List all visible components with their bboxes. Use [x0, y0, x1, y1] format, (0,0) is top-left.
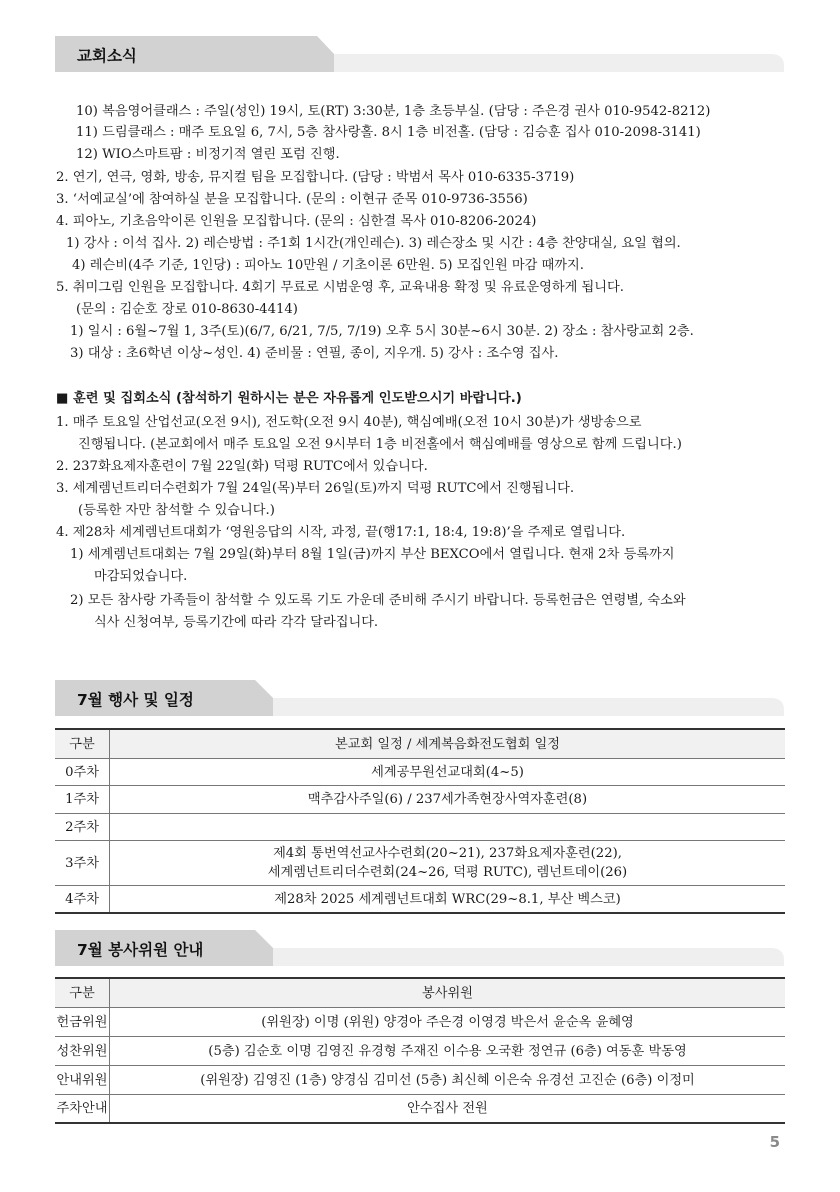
volunteer-names: (위원장) 이명 (위원) 양경아 주은경 이영경 박은서 윤순옥 윤혜영 — [110, 1008, 786, 1037]
header-cell: 구분 — [55, 978, 110, 1008]
table-row — [55, 814, 785, 841]
table-row — [55, 886, 785, 914]
header-cell: 구분 — [55, 729, 110, 759]
training-line: (등록한 자만 참석할 수 있습니다.) — [78, 503, 275, 518]
news-line: 3. ‘서예교실’에 참여하실 분을 모집합니다. (문의 : 이현규 준목 010-9736-3556) — [56, 192, 528, 207]
section-title-church-news: 교회소식 — [77, 47, 137, 65]
table-row — [55, 1095, 785, 1124]
section-header-schedule — [55, 680, 784, 716]
section-header-volunteers — [55, 930, 784, 966]
training-line: 1. 매주 토요일 산업선교(오전 9시), 전도학(오전 9시 40분), 핵심예배(오전 10시 30분)가 생방송으로 — [56, 415, 642, 430]
header-cell: 본교회 일정 / 세계복음화전도협회 일정 — [110, 729, 786, 759]
table-row — [55, 759, 785, 786]
week-label: 4주차 — [55, 886, 110, 914]
news-line: 3) 대상 : 초6학년 이상~성인. 4) 준비물 : 연필, 종이, 지우개. 5) 강사 : 조수영 집사. — [70, 346, 559, 361]
news-line: 11) 드림클래스 : 매주 토요일 6, 7시, 5층 참사랑홀. 8시 1층 비전홀. (담당 : 김승훈 집사 010-2098-3141) — [76, 125, 701, 140]
news-line: 10) 복음영어클래스 : 주일(성인) 19시, 토(RT) 3:30분, 1층 초등부실. (담당 : 주은경 권사 010-9542-8212) — [76, 104, 711, 119]
training-line: 1) 세계렘넌트대회는 7월 29일(화)부터 8월 1일(금)까지 부산 BEXCO에서 열립니다. 현재 2차 등록까지 — [70, 547, 675, 562]
section-header-bg — [55, 36, 784, 72]
news-line: 2. 연기, 연극, 영화, 방송, 뮤지컬 팀을 모집합니다. (담당 : 박범서 목사 010-6335-3719) — [56, 170, 575, 185]
week-label: 2주차 — [55, 814, 110, 841]
volunteers-table — [55, 977, 785, 1124]
news-line: (문의 : 김순호 장로 010-8630-4414) — [76, 302, 298, 317]
header-cell: 봉사위원 — [110, 978, 786, 1008]
schedule-text: 맥추감사주일(6) / 237세가족현장사역자훈련(8) — [110, 786, 786, 814]
training-line: 2. 237화요제자훈련이 7월 22일(화) 덕평 RUTC에서 있습니다. — [56, 459, 428, 474]
section-title-volunteers: 7월 봉사위원 안내 — [77, 941, 204, 959]
schedule-text-line: 세계렘넌트리더수련회(24~26, 덕평 RUTC), 렘넌트데이(26) — [267, 865, 628, 880]
role-label: 안내위원 — [55, 1066, 110, 1095]
role-label: 헌금위원 — [55, 1008, 110, 1037]
training-line: 마감되었습니다. — [94, 569, 188, 584]
schedule-text — [110, 814, 786, 841]
news-line: 4) 레슨비(4주 기준, 1인당) : 피아노 10만원 / 기초이론 6만원. 5) 모집인원 마감 때까지. — [72, 258, 584, 273]
schedule-text — [110, 841, 786, 886]
page-number: 5 — [769, 1133, 780, 1151]
training-line: 2) 모든 참사랑 가족들이 참석할 수 있도록 기도 가운데 준비해 주시기 바랍니다. 등록헌금은 연령별, 숙소와 — [70, 593, 686, 608]
news-line: 5. 취미그림 인원을 모집합니다. 4회기 무료로 시범운영 후, 교육내용 확정 및 유료운영하게 됩니다. — [56, 280, 624, 295]
training-line: 4. 제28차 세계렘넌트대회가 ‘영원응답의 시작, 과정, 끝(행17:1, 18:4, 19:8)’을 주제로 열립니다. — [56, 525, 626, 540]
news-line: 12) WIO스마트팜 : 비정기적 열린 포럼 진행. — [76, 147, 340, 162]
table-row — [55, 1037, 785, 1066]
section-header-church-news — [55, 36, 784, 72]
week-label: 3주차 — [55, 841, 110, 886]
news-line: 4. 피아노, 기초음악이론 인원을 모집합니다. (문의 : 심한결 목사 010-8206-2024) — [56, 214, 537, 229]
volunteer-names: (5층) 김순호 이명 김영진 유경형 주재진 이수용 오국환 정연규 (6층) 여동훈 박동영 — [110, 1037, 786, 1066]
section-title-schedule: 7월 행사 및 일정 — [77, 691, 194, 709]
volunteer-names: (위원장) 김영진 (1층) 양경심 김미선 (5층) 최신혜 이은숙 유경선 고진순 (6층) 이정미 — [110, 1066, 786, 1095]
role-label: 주차안내 — [55, 1095, 110, 1124]
training-heading: ■ 훈련 및 집회소식 (참석하기 원하시는 분은 자유롭게 인도받으시기 바랍니다.) — [56, 391, 522, 406]
table-header-row — [55, 729, 785, 759]
schedule-table — [55, 728, 785, 914]
training-line: 식사 신청여부, 등록기간에 따라 각각 달라집니다. — [94, 615, 379, 630]
schedule-text: 세계공무원선교대회(4~5) — [110, 759, 786, 786]
news-line: 1) 강사 : 이석 집사. 2) 레슨방법 : 주1회 1시간(개인레슨). 3) 레슨장소 및 시간 : 4층 찬양대실, 요일 협의. — [66, 236, 681, 251]
table-row — [55, 1008, 785, 1037]
table-header-row — [55, 978, 785, 1008]
schedule-text: 제28차 2025 세계렘넌트대회 WRC(29~8.1, 부산 벡스코) — [110, 886, 786, 914]
news-line: 1) 일시 : 6월~7월 1, 3주(토)(6/7, 6/21, 7/5, 7/19) 오후 5시 30분~6시 30분. 2) 장소 : 참사랑교회 2층. — [70, 324, 694, 339]
schedule-text-line: 제4회 통번역선교사수련회(20~21), 237화요제자훈련(22), — [273, 846, 622, 861]
training-line: 3. 세계렘넌트리더수련회가 7월 24일(목)부터 26일(토)까지 덕평 RUTC에서 진행됩니다. — [56, 481, 575, 496]
week-label: 1주차 — [55, 786, 110, 814]
training-line: 진행됩니다. (본교회에서 매주 토요일 오전 9시부터 1층 비전홀에서 핵심예배를 영상으로 함께 드립니다.) — [78, 437, 682, 452]
volunteer-names: 안수집사 전원 — [110, 1095, 786, 1124]
role-label: 성찬위원 — [55, 1037, 110, 1066]
table-row — [55, 1066, 785, 1095]
table-row — [55, 841, 785, 886]
week-label: 0주차 — [55, 759, 110, 786]
table-row — [55, 786, 785, 814]
